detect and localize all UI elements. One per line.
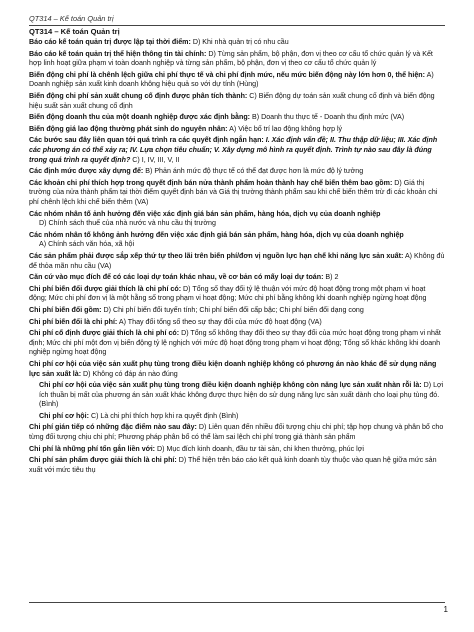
question: Chi phí biến đổi được giải thích là chi phí có: [29, 284, 182, 293]
question: Chi phí sản phẩm được giải thích là chi phí: [29, 456, 177, 465]
qa-item [29, 71, 445, 90]
question: Chi phí cơ hội của việc sản xuất phụ tùng trong điều kiện doanh nghiệp không còn năng lực sản xuất nhàn rỗi là: [39, 381, 422, 390]
qa-item [29, 318, 445, 328]
answer: D) Mục đích kinh doanh, đầu tư tài sản, chi khen thưởng, phúc lợi [157, 444, 364, 453]
answer: D) Tổng số thay đổi tỷ lệ thuận với mức độ hoạt động trong một phạm vi hoạt động; Mức chi phí đơn vị là một hằng số trong phạm vi hoạt động; Mức chi phí bằng không khi doanh nghiệp ngừng hoạt động [29, 284, 427, 303]
answer: C) Biến động dự toán sản xuất chung cố định và biến động hiệu suất sản xuất chung cố định [29, 92, 435, 110]
question: Các định mức được xây dựng để: [29, 167, 144, 176]
answer: A) Việc bố trí lao động không hợp lý [229, 124, 343, 133]
qa-item [29, 92, 445, 111]
question: Các nhóm nhân tố không ảnh hưởng đến việc xác định giá bán sản phẩm, hàng hóa, dịch vụ của doanh nghiệp [29, 230, 404, 239]
question: Chi phí cố định được giải thích là chi phí có: [29, 329, 180, 338]
question: Các sản phẩm phải được sắp xếp thứ tự theo lãi trên biến phí/đơn vị nguồn lực hạn chế khi năng lực sản xuất: [29, 251, 404, 260]
qa-item [29, 329, 445, 358]
footer-rule [29, 602, 445, 603]
answer: A) Thay đổi tổng số theo sự thay đổi của mức độ hoạt động (VA) [118, 317, 322, 326]
question: Chi phí biến đổi là chi phí: [29, 317, 118, 326]
question: Chi phí cơ hội của việc sản xuất phụ tùng trong điều kiện doanh nghiệp không có phương án nào khác để sử dụng năng lực sản xuất là: [29, 359, 437, 378]
qa-item [29, 445, 445, 455]
qa-item [29, 136, 445, 165]
answer: B) Phản ánh mức độ thực tế có thể đạt được hơn là mức độ lý tưởng [145, 167, 364, 176]
answer: D) Chính sách thuế của nhà nước và nhu cầu thị trường [39, 219, 216, 228]
qa-item [39, 381, 445, 410]
answer: D) Khi nhà quản trị có nhu cầu [192, 38, 289, 47]
qa-item [29, 423, 445, 442]
document-title: QT314 – Kế toán Quản trị [29, 27, 120, 36]
qa-item [29, 125, 445, 135]
question: Chi phí cơ hội: [39, 411, 89, 420]
answer: D) Không có đáp án nào đúng [83, 369, 178, 378]
qa-item [29, 273, 445, 283]
qa-item [29, 360, 445, 379]
qa-item [29, 231, 445, 250]
answer: D) Liên quan đến nhiều đối tượng chịu chi phí; tập hợp chung và phân bổ cho từng đối tượng chịu chi phí; Phương pháp phân bổ có thể làm sai lệch chi phí trong giá thành sản phẩm [29, 423, 444, 442]
question: Biến động giá lao động thường phát sinh do nguyên nhân: [29, 124, 228, 133]
answer: A) Không đủ để thỏa mãn nhu cầu (VA) [29, 251, 445, 270]
question: Biến động chi phí là chênh lệch giữa chi phí thực tế và chi phí định mức, nếu mức biến động này lớn hơn 0, thể hiện: [29, 70, 425, 79]
question: Báo cáo kế toán quản trị thể hiện thông tin tài chính: [29, 49, 207, 58]
qa-item [29, 50, 445, 69]
question: Biến động doanh thu của một doanh nghiệp được xác định bằng: [29, 113, 251, 122]
header-rule [29, 25, 445, 26]
qa-item [29, 113, 445, 123]
answer: C) I, IV, III, V, II [132, 155, 180, 164]
answer: D) Thể hiện trên báo cáo kết quả kinh doanh tùy thuộc vào quan hệ giữa mức sản xuất với mức tiêu thụ [29, 456, 437, 474]
answer: B) 2 [325, 273, 339, 282]
answer: D) Lợi ích thuần bị mất của phương án sản xuất khác không được thực hiện do sử dụng năng lực sản xuất dành cho loại phụ tùng đó. (Bình) [39, 381, 444, 409]
qa-item [29, 179, 445, 208]
answer: B) Doanh thu thực tế - Doanh thu định mức (VA) [252, 113, 405, 122]
answer: D) Giá thị trường của nửa thành phẩm tại thời điểm quyết định bán và Giá thị trường thành phẩm sau khi chế biến thêm trừ đi các khoản chi phí chênh lệch khi chế biến thêm (VA) [29, 178, 438, 206]
question: Biến động chi phí sản xuất chung cố định được phân tích thành: [29, 92, 248, 101]
qa-item [29, 210, 445, 229]
question-italic-part: I. Xác định vấn đề; II. Thu thập dữ liệu; III. Xác định các phương án có thể xảy ra; IV. Lựa chọn tiêu chuẩn; V. Xây dựng mô hình ra quyết định. Trình tự nào sau đây là đúng trong quá trình ra quyết định? [29, 136, 438, 164]
qa-item [29, 38, 445, 48]
question: Chi phí biến đổi gồm: [29, 305, 102, 314]
question: Các nhóm nhân tố ảnh hưởng đến việc xác định giá bán sản phẩm, hàng hóa, dịch vụ của doanh nghiệp [29, 209, 381, 218]
qa-item [29, 167, 445, 177]
answer: D) Chi phí biến đổi tuyến tính; Chi phí biến đổi cấp bậc; Chi phí biến đổi dạng cong [103, 305, 364, 314]
answer: D) Từng sản phẩm, bộ phận, đơn vị theo cơ cấu tổ chức quản lý và Kết hợp linh hoạt giữa phạm vi toàn doanh nghiệp và từng sản phẩm, bộ phận, đơn vị theo cơ cấu tổ chức quản lý [29, 49, 433, 68]
question: Các khoản chi phí thích hợp trong quyết định bán nửa thành phẩm hoàn thành hay chế biến thêm bao gồm: [29, 178, 393, 187]
qa-item [29, 456, 445, 475]
question: Các bước sau đây liên quan tới quá trình ra các quyết định ngắn hạn: [29, 136, 264, 145]
document-body [29, 27, 445, 477]
question: Chi phí gián tiếp có những đặc điểm nào sau đây: [29, 423, 197, 432]
running-header: QT314 – Kế toán Quản trị [29, 14, 114, 23]
question: Căn cứ vào mục đích để có các loại dự toán khác nhau, về cơ bản có mấy loại dự toán: [29, 273, 324, 282]
answer: A) Chính sách văn hóa, xã hội [39, 240, 135, 249]
qa-item [29, 285, 445, 304]
qa-item [29, 252, 445, 271]
question: Chi phí là những phí tổn gắn liền với: [29, 444, 156, 453]
page-number: 1 [443, 605, 448, 614]
answer: C) Là chi phí thích hợp khi ra quyết định (Bình) [90, 411, 239, 420]
qa-item [29, 306, 445, 316]
qa-item [39, 412, 445, 422]
question: Báo cáo kế toán quản trị được lập tại thời điểm: [29, 38, 191, 47]
answer: A) Doanh nghiệp sản xuất kinh doanh không hiệu quả so với dự tính (Hùng) [29, 70, 434, 89]
answer: D) Tổng số không thay đổi theo sự thay đổi của mức hoạt động trong phạm vi nhất định; Mức chi phí một đơn vị biến động tỷ lệ nghịch với mức độ hoạt động trong phạm vi hoạt động; Tổng số khác không khi doanh nghiệp ngừng hoạt động [29, 329, 441, 357]
